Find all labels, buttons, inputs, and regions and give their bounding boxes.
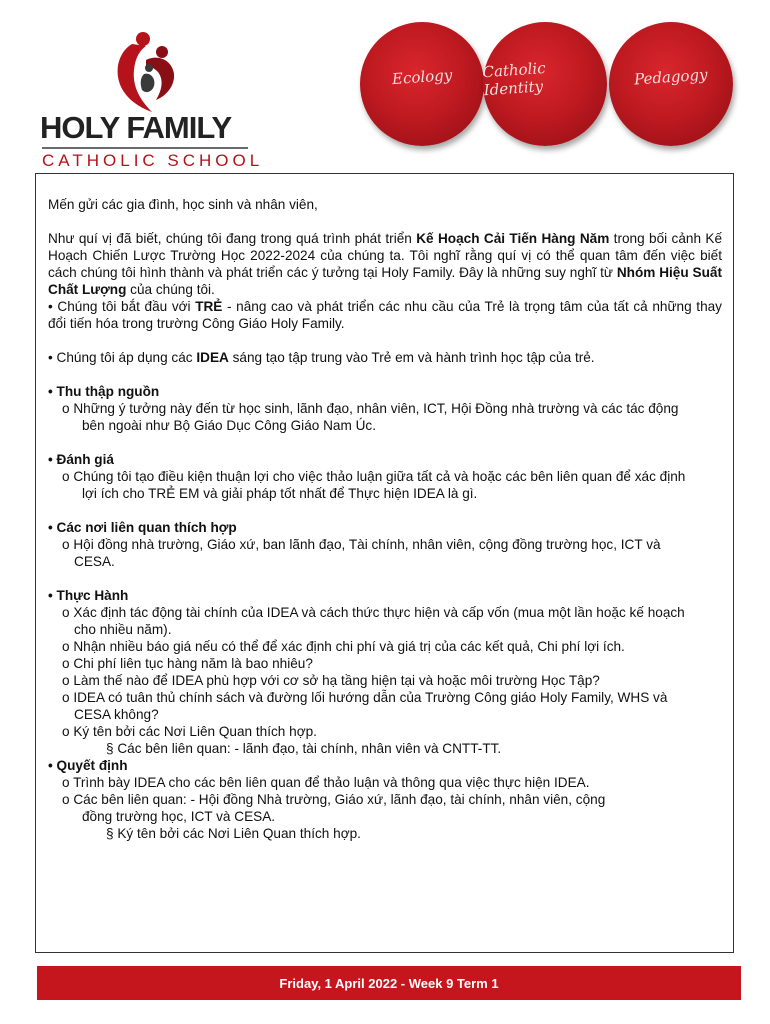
tab-ecology[interactable] xyxy=(360,22,484,146)
list-item: o IDEA có tuân thủ chính sách và đường lối hướng dẫn của Trường Công giáo Holy Family, WHS và xyxy=(62,690,668,705)
list-item: o Nhận nhiều báo giá nếu có thể để xác định chi phí và giá trị của các kết quả, Chi phí lợi ích. xyxy=(62,639,625,654)
list-item: đồng trường học, ICT và CESA. xyxy=(82,809,276,824)
list-item: o Chi phí liên tục hàng năm là bao nhiêu? xyxy=(62,656,313,671)
tre-paragraph: • Chúng tôi bắt đầu với TRẺ - nâng cao và phát triển các nhu cầu của Trẻ là trọng tâm của tất cả những thay đổi tiến hóa trong trường Công Giáo Holy Family. xyxy=(48,299,722,331)
footer-date: Friday, 1 April 2022 - Week 9 Term 1 xyxy=(279,975,499,991)
list-item: o Hội đồng nhà trường, Giáo xứ, ban lãnh đạo, Tài chính, nhân viên, cộng đồng trường học, ICT và xyxy=(62,537,661,552)
list-item: o Những ý tưởng này đến từ học sinh, lãnh đạo, nhân viên, ICT, Hội Đồng nhà trường và các tác động xyxy=(62,401,679,416)
brand-divider xyxy=(42,147,248,149)
tab-pedagogy-label: Pedagogy xyxy=(633,65,709,89)
idea-paragraph: • Chúng tôi áp dụng các IDEA sáng tạo tập trung vào Trẻ em và hành trình học tập của trẻ. xyxy=(48,350,595,365)
list-item: bên ngoài như Bộ Giáo Dục Công Giáo Nam Úc. xyxy=(82,418,376,433)
list-item: o Làm thế nào để IDEA phù hợp với cơ sở hạ tầng hiện tại và hoặc môi trường Học Tập? xyxy=(62,673,600,688)
footer-date-bar xyxy=(37,966,741,1000)
intro-paragraph: Như quí vị đã biết, chúng tôi đang trong quá trình phát triển Kế Hoạch Cải Tiến Hàng Năm trong bối cảnh Kế Hoạch Chiến Lược Trường Học 2022-2024 của chúng ta. Tôi nghĩ rằng quí vị có thể quan tâm đến việc biết cách chúng tôi hình thành và phát triển các ý tưởng tại Holy Family. Đây là những suy nghĩ từ Nhóm Hiệu Suất Chất Lượng của chúng tôi. xyxy=(48,231,723,297)
greeting: Mến gửi các gia đình, học sinh và nhân viên, xyxy=(48,197,318,212)
list-item: o Ký tên bởi các Nơi Liên Quan thích hợp. xyxy=(62,724,317,739)
list-item: o Các bên liên quan: - Hội đồng Nhà trường, Giáo xứ, lãnh đạo, tài chính, nhân viên, cộng xyxy=(62,792,606,807)
list-item: CESA. xyxy=(74,554,115,569)
section-title-evaluate: • Đánh giá xyxy=(48,452,114,467)
section-title-stakeholders: • Các nơi liên quan thích hợp xyxy=(48,520,237,535)
tab-pedagogy[interactable] xyxy=(609,22,733,146)
tab-catholic-identity-label: Catholic Identity xyxy=(481,58,547,100)
tab-ecology-label: Ecology xyxy=(391,65,453,89)
brand-subtitle: CATHOLIC SCHOOL xyxy=(42,151,264,170)
letter-body xyxy=(35,173,734,953)
section-title-collect: • Thu thập nguồn xyxy=(48,384,160,399)
list-item: o Chúng tôi tạo điều kiện thuận lợi cho việc thảo luận giữa tất cả và hoặc các bên liên quan để xác định xyxy=(62,469,686,484)
list-item: § Các bên liên quan: - lãnh đạo, tài chính, nhân viên và CNTT-TT. xyxy=(106,741,502,756)
brand-name: HOLY FAMILY xyxy=(40,110,232,145)
list-item: lợi ích cho TRẺ EM và giải pháp tốt nhất để Thực hiện IDEA là gì. xyxy=(82,486,478,501)
holy-family-emblem-icon xyxy=(102,30,192,120)
school-logo xyxy=(40,30,264,170)
section-title-practice: • Thực Hành xyxy=(48,588,129,603)
list-item: § Ký tên bởi các Nơi Liên Quan thích hợp. xyxy=(106,826,361,841)
list-item: o Trình bày IDEA cho các bên liên quan để thảo luận và thông qua việc thực hiện IDEA. xyxy=(62,775,590,790)
tab-catholic-identity[interactable] xyxy=(483,22,607,146)
list-item: cho nhiều năm). xyxy=(74,622,172,637)
section-title-decide: • Quyết định xyxy=(48,758,128,773)
list-item: CESA không? xyxy=(74,707,159,722)
list-item: o Xác định tác động tài chính của IDEA và cách thức thực hiện và cấp vốn (mua một lần hoặc kế hoạch xyxy=(62,605,685,620)
